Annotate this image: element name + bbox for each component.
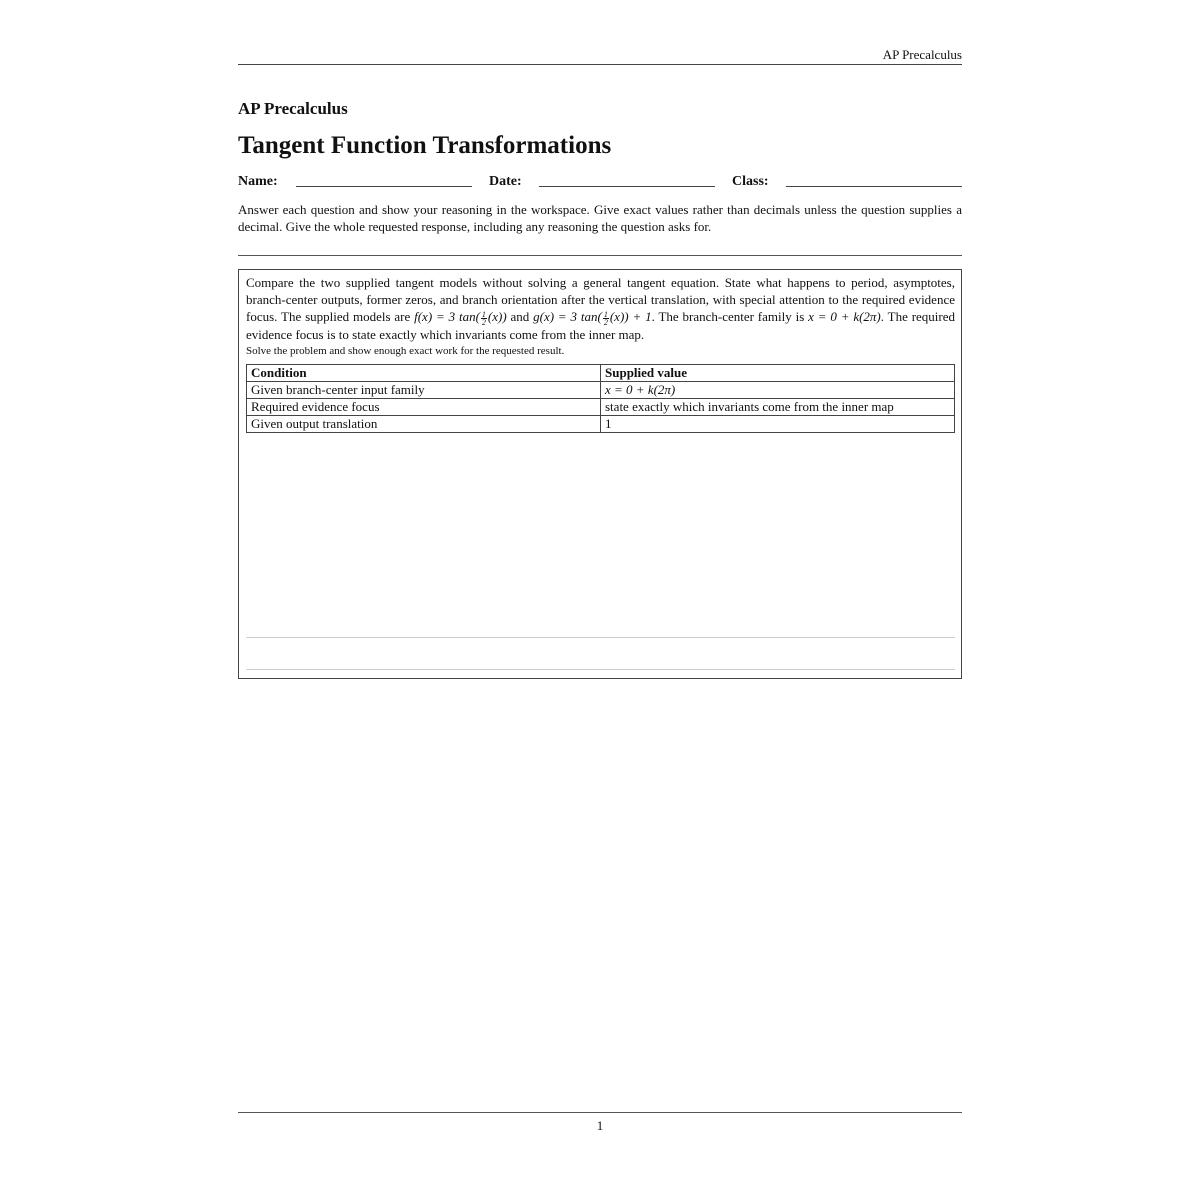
sub-instruction: Solve the problem and show enough exact work for the requested result. xyxy=(246,345,565,357)
table-cell: Required evidence focus xyxy=(247,399,601,416)
student-info-row xyxy=(238,174,962,190)
running-header: AP Precalculus xyxy=(238,46,962,65)
date-field[interactable] xyxy=(539,186,715,187)
table-header-row xyxy=(247,365,955,382)
question-box xyxy=(238,269,962,679)
table-cell: state exactly which invariants come from the inner map xyxy=(601,399,955,416)
name-field[interactable] xyxy=(296,186,472,187)
page-number: 1 xyxy=(596,1118,604,1133)
f-expression: f(x) = 3 tan( $\frac{1}{2}$ (x)) xyxy=(414,309,507,327)
answer-line[interactable] xyxy=(246,669,955,670)
table-cell: Given output translation xyxy=(247,416,601,433)
table-cell: 1 xyxy=(601,416,955,433)
course-heading: AP Precalculus xyxy=(238,99,348,118)
table-row xyxy=(247,416,955,433)
instructions: Answer each question and show your reasoning in the workspace. Give exact values rather than decimals unless the question supplies a decimal. Give the whole requested response, including any reasoning the question asks for. xyxy=(238,202,962,234)
prompt-text-3: . The required evidence focus is to state exactly which invariants come from the inner map. xyxy=(246,309,955,342)
footer-divider xyxy=(238,1112,962,1113)
prompt-text-1: Compare the two supplied tangent models without solving a general tangent equation. State what happens to period, asymptotes, branch-center outputs, former zeros, and branch orientation after the vertical translation, with special attention to the required evidence focus. The supplied models are xyxy=(246,275,955,324)
and-text: and xyxy=(506,309,534,324)
page-title: Tangent Function Transformations xyxy=(238,132,612,159)
date-label: Date: xyxy=(489,174,522,189)
table-cell: x = 0 + k(2π) xyxy=(601,382,955,399)
answer-line[interactable] xyxy=(246,637,955,638)
fraction-half: $\frac{1}{2}$ xyxy=(481,309,486,327)
fraction-half: $\frac{1}{2}$ xyxy=(603,309,608,327)
class-field[interactable] xyxy=(786,186,962,187)
table-row xyxy=(247,399,955,416)
family-expression: x = 0 + k(2π) xyxy=(808,309,881,324)
class-label: Class: xyxy=(732,174,769,189)
g-expression: g(x) = 3 tan( $\frac{1}{2}$ (x)) + 1 xyxy=(533,309,652,327)
column-header: Condition xyxy=(247,365,601,382)
prompt-text-2: . The branch-center family is xyxy=(651,309,809,324)
table-row xyxy=(247,382,955,399)
name-label: Name: xyxy=(238,174,278,189)
conditions-table xyxy=(246,364,955,433)
question-prompt xyxy=(246,274,955,343)
table-cell: Given branch-center input family xyxy=(247,382,601,399)
column-header: Supplied value xyxy=(601,365,955,382)
worksheet-page xyxy=(238,0,962,1200)
section-divider xyxy=(238,255,962,256)
